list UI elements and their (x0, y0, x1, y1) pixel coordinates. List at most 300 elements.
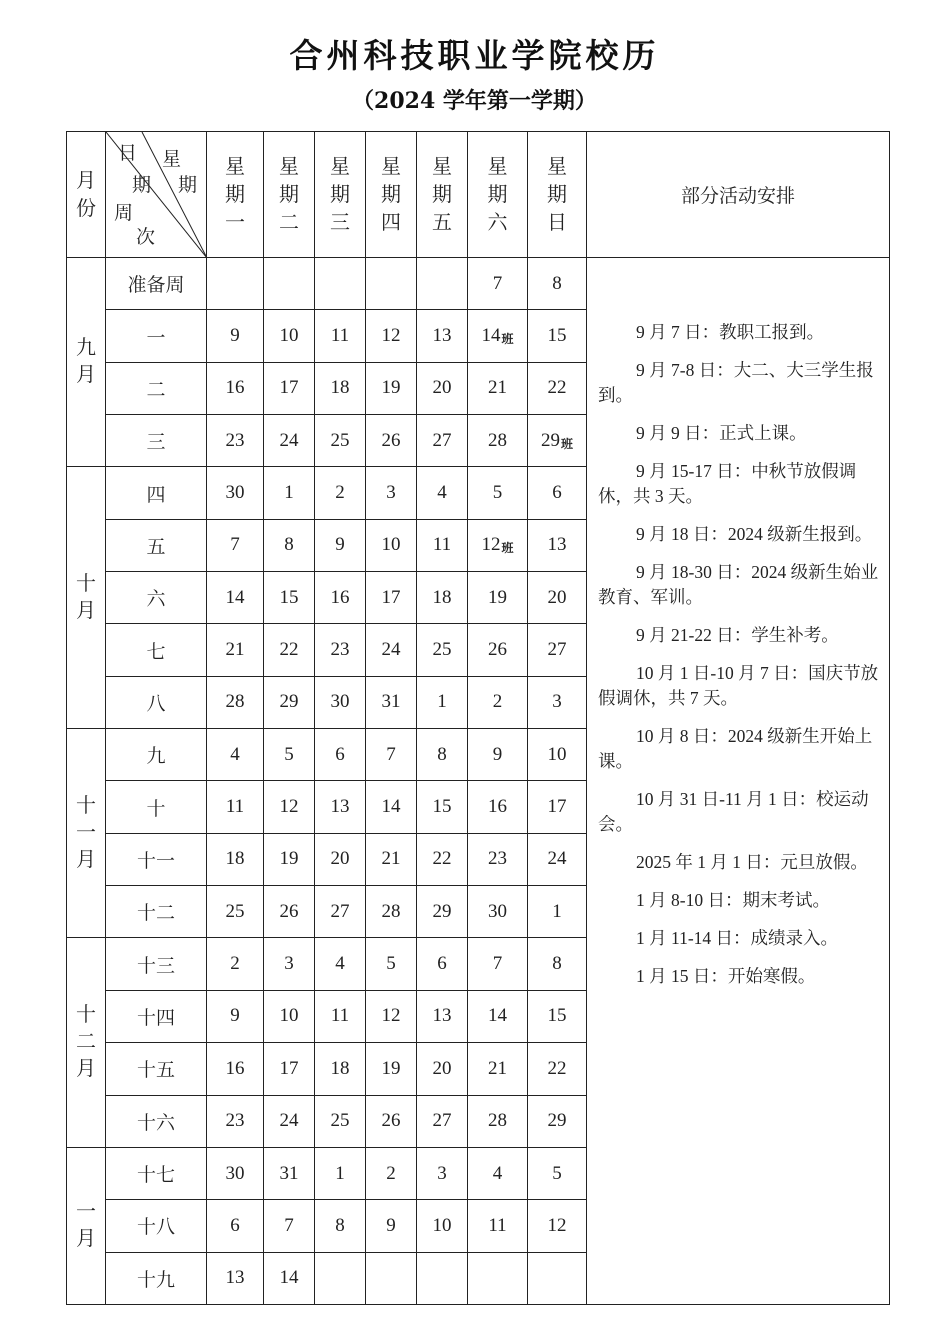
day-number: 5 (284, 743, 294, 765)
day-cell (264, 1095, 315, 1147)
day-number: 7 (492, 953, 503, 975)
day-cell (264, 938, 315, 990)
day-cell (366, 1095, 417, 1147)
diag-label-zhou: 周 (114, 203, 134, 224)
day-number: 1 (437, 691, 447, 713)
day-number: 9 (230, 1005, 240, 1027)
week-label: 十 (106, 781, 207, 833)
day-number: 30 (225, 1162, 245, 1184)
day-number: 29 (540, 429, 560, 451)
day-cell (417, 990, 468, 1042)
day-number: 19 (381, 1057, 401, 1079)
day-cell (207, 258, 264, 310)
day-number: 28 (225, 691, 245, 713)
day-cell (264, 886, 315, 938)
day-number: 30 (488, 900, 507, 922)
day-number: 31 (381, 691, 401, 713)
day-number: 21 (381, 848, 401, 870)
day-cell (315, 624, 366, 676)
day-number: 18 (330, 377, 350, 399)
day-number: 6 (230, 1214, 240, 1236)
day-cell (315, 519, 366, 571)
day-cell (366, 362, 417, 414)
day-number: 1 (552, 900, 562, 922)
day-cell (264, 990, 315, 1042)
month-column-header: 月份 (67, 132, 106, 258)
week-label: 十二 (106, 886, 207, 938)
day-cell (366, 676, 417, 728)
week-label: 十七 (106, 1147, 207, 1199)
day-cell (468, 729, 528, 781)
day-cell (417, 258, 468, 310)
diag-label-qi2: 期 (178, 175, 198, 196)
day-cell (207, 1095, 264, 1147)
day-number: 18 (225, 848, 245, 870)
day-number: 9 (335, 534, 345, 556)
day-number: 13 (432, 1005, 452, 1027)
activities-cell (587, 258, 890, 1305)
day-cell (207, 572, 264, 624)
day-cell (264, 572, 315, 624)
day-number: 10 (279, 1005, 299, 1027)
day-cell (366, 781, 417, 833)
day-cell (468, 781, 528, 833)
week-label: 五 (106, 519, 207, 571)
day-cell (315, 310, 366, 362)
activity-item: 2025 年 1 月 1 日：元旦放假。 (636, 852, 868, 872)
day-number: 3 (284, 953, 294, 975)
day-number: 14 (381, 796, 401, 818)
week-label: 十六 (106, 1095, 207, 1147)
day-cell (417, 362, 468, 414)
diag-label-qi: 期 (132, 175, 152, 196)
day-header-thu: 星期四 (366, 132, 417, 258)
day-number: 1 (284, 482, 294, 504)
day-number: 8 (437, 743, 447, 765)
day-number: 14 (481, 325, 501, 347)
day-cell (468, 362, 528, 414)
day-number: 22 (432, 848, 452, 870)
day-number: 22 (547, 1057, 567, 1079)
day-cell (366, 1200, 417, 1252)
month-label: 十二月 (67, 938, 106, 1147)
day-number: 9 (230, 325, 240, 347)
day-number: 10 (432, 1214, 452, 1236)
day-cell (264, 258, 315, 310)
day-cell (315, 362, 366, 414)
day-cell (264, 1043, 315, 1095)
day-number: 25 (432, 639, 452, 661)
day-cell (315, 572, 366, 624)
day-cell (528, 624, 587, 676)
day-number: 11 (225, 796, 245, 818)
day-cell (315, 258, 366, 310)
day-cell (207, 519, 264, 571)
day-header-mon: 星期一 (207, 132, 264, 258)
activity-item: 9 月 9 日：正式上课。 (636, 423, 807, 443)
day-cell (264, 362, 315, 414)
day-cell (207, 1147, 264, 1199)
header-row (67, 132, 890, 258)
day-number: 17 (279, 377, 299, 399)
day-cell (417, 676, 468, 728)
day-cell (264, 1200, 315, 1252)
day-number: 4 (230, 743, 240, 765)
day-cell (315, 938, 366, 990)
day-cell (315, 467, 366, 519)
day-cell (366, 1252, 417, 1304)
month-label: 十月 (67, 467, 106, 729)
day-number: 21 (225, 639, 245, 661)
day-number: 15 (432, 796, 452, 818)
day-number: 5 (386, 953, 396, 975)
day-cell (468, 415, 528, 467)
day-cell (417, 729, 468, 781)
day-number: 7 (284, 1214, 294, 1236)
day-cell (366, 833, 417, 885)
day-cell (417, 1095, 468, 1147)
day-number: 12 (381, 1005, 401, 1027)
calendar-table (66, 131, 890, 1305)
day-cell (468, 1147, 528, 1199)
activity-item: 10 月 31 日-11 月 1 日：校运动会。 (598, 789, 869, 834)
day-cell (315, 1147, 366, 1199)
day-number: 11 (330, 325, 350, 347)
activity-item: 9 月 15-17 日：中秋节放假调休，共 3 天。 (598, 461, 857, 506)
day-number: 12 (547, 1214, 567, 1236)
day-number: 19 (381, 377, 401, 399)
day-number: 2 (335, 482, 345, 504)
day-cell (528, 990, 587, 1042)
day-number: 5 (552, 1162, 562, 1184)
day-cell (315, 1095, 366, 1147)
day-cell (528, 886, 587, 938)
day-number: 2 (386, 1162, 396, 1184)
activity-item: 1 月 15 日：开始寒假。 (636, 966, 816, 986)
day-number: 16 (330, 586, 350, 608)
day-number: 17 (381, 586, 401, 608)
day-cell (264, 781, 315, 833)
day-number: 8 (552, 953, 562, 975)
diagonal-header (106, 132, 207, 258)
day-number: 14 (225, 586, 245, 608)
day-number: 3 (386, 482, 396, 504)
day-number: 19 (279, 848, 299, 870)
day-cell (366, 938, 417, 990)
day-cell (468, 1095, 528, 1147)
day-number: 26 (381, 1110, 401, 1132)
day-cell (366, 990, 417, 1042)
day-number: 3 (437, 1162, 447, 1184)
day-cell (207, 1200, 264, 1252)
day-cell (207, 1252, 264, 1304)
day-cell (315, 1252, 366, 1304)
activity-item: 1 月 11-14 日：成绩录入。 (636, 928, 839, 948)
day-number: 4 (437, 482, 447, 504)
day-number: 30 (225, 482, 245, 504)
day-number: 7 (492, 272, 503, 294)
diag-label-ri: 日 (118, 143, 138, 164)
day-cell (417, 572, 468, 624)
day-cell (264, 833, 315, 885)
day-number: 23 (488, 848, 507, 870)
week-label: 十九 (106, 1252, 207, 1304)
day-cell (528, 938, 587, 990)
day-cell (366, 467, 417, 519)
activity-item: 10 月 1 日-10 月 7 日：国庆节放假调休，共 7 天。 (598, 663, 879, 708)
table-row (67, 258, 890, 310)
day-number: 6 (335, 743, 345, 765)
day-header-wed: 星期三 (315, 132, 366, 258)
week-label: 十五 (106, 1043, 207, 1095)
day-header-sat: 星期六 (468, 132, 528, 258)
activity-item: 10 月 8 日：2024 级新生开始上课。 (598, 726, 873, 771)
day-cell (528, 833, 587, 885)
makeup-workday-badge: 班 (501, 332, 514, 347)
day-cell (528, 1147, 587, 1199)
day-cell (417, 415, 468, 467)
day-number: 16 (225, 377, 245, 399)
day-cell (207, 676, 264, 728)
day-number: 16 (488, 796, 507, 818)
activity-item: 1 月 8-10 日：期末考试。 (636, 890, 830, 910)
day-cell (468, 1200, 528, 1252)
day-cell (468, 886, 528, 938)
day-number: 28 (488, 1110, 507, 1132)
week-label: 一 (106, 310, 207, 362)
day-number: 6 (437, 953, 447, 975)
activities-column-header: 部分活动安排 (587, 132, 890, 258)
day-cell (315, 886, 366, 938)
day-number: 26 (279, 900, 299, 922)
day-cell (366, 1147, 417, 1199)
day-number: 27 (432, 429, 452, 451)
day-cell (207, 990, 264, 1042)
day-number: 30 (330, 691, 350, 713)
day-number: 5 (492, 482, 503, 504)
day-cell (468, 1043, 528, 1095)
day-cell (207, 310, 264, 362)
day-cell (417, 938, 468, 990)
day-number: 17 (547, 796, 567, 818)
day-number: 27 (547, 639, 567, 661)
day-number: 17 (279, 1057, 299, 1079)
day-cell (468, 572, 528, 624)
day-cell (264, 415, 315, 467)
diag-label-ci: 次 (136, 227, 156, 248)
day-cell (417, 1252, 468, 1304)
day-number: 9 (492, 743, 503, 765)
day-cell (264, 729, 315, 781)
day-cell (417, 886, 468, 938)
day-number: 11 (432, 534, 452, 556)
week-label: 十四 (106, 990, 207, 1042)
day-cell (468, 990, 528, 1042)
day-cell (417, 1147, 468, 1199)
day-cell (468, 676, 528, 728)
day-number: 20 (547, 586, 567, 608)
week-label: 六 (106, 572, 207, 624)
day-cell (366, 624, 417, 676)
day-number: 14 (279, 1267, 299, 1289)
day-cell (528, 362, 587, 414)
day-cell (468, 833, 528, 885)
activity-item: 9 月 18-30 日：2024 级新生始业教育、军训。 (598, 562, 879, 607)
day-number: 8 (284, 534, 294, 556)
week-label: 三 (106, 415, 207, 467)
day-cell (366, 415, 417, 467)
day-number: 21 (488, 377, 507, 399)
makeup-workday-badge: 班 (560, 436, 573, 451)
week-label: 十三 (106, 938, 207, 990)
day-cell (207, 362, 264, 414)
day-cell (417, 1043, 468, 1095)
day-cell (528, 415, 587, 467)
day-cell (315, 1200, 366, 1252)
day-number: 12 (481, 534, 501, 556)
day-cell (366, 886, 417, 938)
day-cell (207, 886, 264, 938)
day-number: 10 (381, 534, 401, 556)
day-number: 9 (386, 1214, 396, 1236)
week-label: 准备周 (106, 258, 207, 310)
day-cell (264, 467, 315, 519)
activity-item: 9 月 21-22 日：学生补考。 (636, 625, 839, 645)
day-cell (417, 624, 468, 676)
day-cell (366, 572, 417, 624)
day-cell (528, 1043, 587, 1095)
day-cell (528, 676, 587, 728)
day-cell (528, 572, 587, 624)
day-number: 21 (488, 1057, 507, 1079)
day-cell (207, 781, 264, 833)
day-cell (207, 624, 264, 676)
day-cell (417, 781, 468, 833)
day-number: 8 (552, 272, 562, 294)
day-number: 7 (386, 743, 396, 765)
week-label: 二 (106, 362, 207, 414)
day-cell (468, 938, 528, 990)
diag-label-xing: 星 (162, 149, 182, 170)
day-number: 23 (225, 1110, 245, 1132)
day-number: 24 (279, 429, 299, 451)
day-cell (315, 781, 366, 833)
day-cell (528, 258, 587, 310)
activities-list (587, 258, 889, 989)
day-number: 28 (488, 429, 507, 451)
day-number: 27 (432, 1110, 452, 1132)
day-number: 20 (330, 848, 350, 870)
week-label: 十八 (106, 1200, 207, 1252)
month-label: 一月 (67, 1147, 106, 1304)
day-number: 11 (488, 1214, 507, 1236)
day-cell (207, 938, 264, 990)
day-number: 18 (432, 586, 452, 608)
day-cell (468, 258, 528, 310)
day-number: 13 (432, 325, 452, 347)
day-cell (528, 781, 587, 833)
day-header-sun: 星期日 (528, 132, 587, 258)
day-cell (207, 1043, 264, 1095)
day-number: 27 (330, 900, 350, 922)
activity-item: 9 月 7-8 日：大二、大三学生报到。 (598, 360, 874, 405)
day-cell (468, 624, 528, 676)
day-number: 23 (225, 429, 245, 451)
day-number: 25 (225, 900, 245, 922)
day-number: 26 (488, 639, 507, 661)
week-label: 十一 (106, 833, 207, 885)
day-number: 20 (432, 377, 452, 399)
day-cell (315, 990, 366, 1042)
day-number: 24 (279, 1110, 299, 1132)
day-number: 16 (225, 1057, 245, 1079)
makeup-workday-badge: 班 (501, 541, 514, 556)
day-number: 26 (381, 429, 401, 451)
day-number: 2 (492, 691, 503, 713)
day-cell (315, 833, 366, 885)
day-number: 18 (330, 1057, 350, 1079)
day-number: 10 (279, 325, 299, 347)
month-label: 九月 (67, 258, 106, 467)
day-cell (264, 310, 315, 362)
day-cell (366, 519, 417, 571)
day-number: 25 (330, 1110, 350, 1132)
day-cell (528, 310, 587, 362)
day-cell (264, 1252, 315, 1304)
day-number: 11 (330, 1005, 350, 1027)
day-number: 15 (547, 325, 567, 347)
day-number: 7 (230, 534, 240, 556)
day-number: 23 (330, 639, 350, 661)
day-number: 22 (279, 639, 299, 661)
day-cell (528, 519, 587, 571)
week-label: 九 (106, 729, 207, 781)
day-number: 10 (547, 743, 567, 765)
day-number: 14 (488, 1005, 507, 1027)
day-number: 25 (330, 429, 350, 451)
day-header-tue: 星期二 (264, 132, 315, 258)
day-cell (264, 624, 315, 676)
day-number: 3 (552, 691, 562, 713)
day-number: 29 (547, 1110, 567, 1132)
day-cell (417, 310, 468, 362)
week-label: 四 (106, 467, 207, 519)
day-number: 13 (330, 796, 350, 818)
day-number: 20 (432, 1057, 452, 1079)
day-number: 2 (230, 953, 240, 975)
day-cell (315, 1043, 366, 1095)
day-cell (528, 1252, 587, 1304)
month-label: 十一月 (67, 729, 106, 938)
day-number: 15 (279, 586, 299, 608)
day-cell (417, 1200, 468, 1252)
day-number: 13 (547, 534, 567, 556)
page-title: 合州科技职业学院校历 (289, 36, 660, 75)
day-cell (417, 519, 468, 571)
day-number: 15 (547, 1005, 567, 1027)
day-cell (468, 1252, 528, 1304)
day-number: 8 (335, 1214, 345, 1236)
day-number: 22 (547, 377, 567, 399)
day-cell (315, 415, 366, 467)
day-number: 6 (552, 482, 562, 504)
day-cell (468, 310, 528, 362)
day-cell (207, 729, 264, 781)
day-cell (528, 729, 587, 781)
day-cell (528, 1095, 587, 1147)
day-cell (528, 1200, 587, 1252)
day-cell (528, 467, 587, 519)
